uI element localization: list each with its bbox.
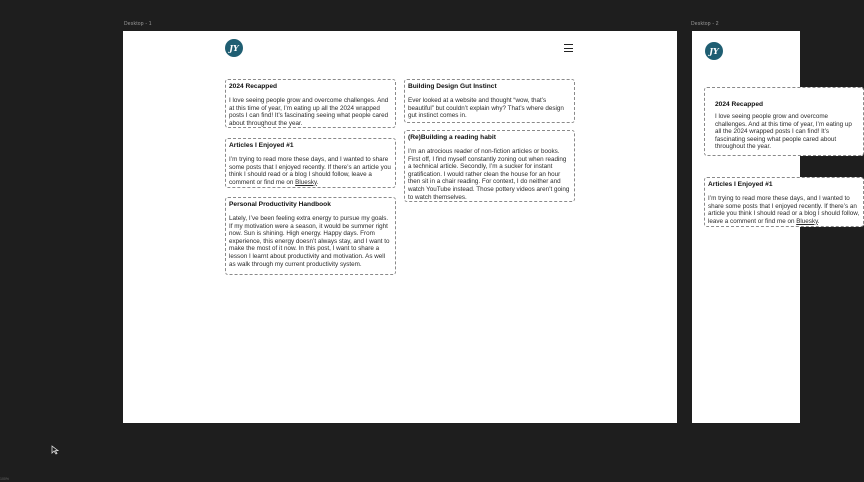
logo[interactable]: JY <box>705 42 723 60</box>
frame-desktop-2[interactable] <box>692 31 860 423</box>
frame-label-desktop-2[interactable]: Desktop - 2 <box>691 21 719 27</box>
card-body-end: . <box>817 217 820 225</box>
card-body: Ever looked at a website and thought “wow, that’s beautiful” but couldn’t explain why? That’s where design gut instinct comes in. <box>408 97 564 120</box>
card-title: 2024 Recapped <box>229 83 278 90</box>
card-title: Building Design Gut Instinct <box>408 83 497 90</box>
card-body <box>708 195 860 225</box>
card-body: Lately, I’ve been feeling extra energy to pursue my goals. If my motivation were a season, it would be summer right now. Sun is shining. High energy. Happy days. From experience, this energy doesn’t always stay, and I want to make the most of it now. In this post, I want to share a lesson I learnt about productivity and motivation. As well as walk through my current productivity system. <box>229 215 390 268</box>
card-articles-enjoyed[interactable] <box>704 177 864 227</box>
card-body-end: . <box>316 178 319 186</box>
card-body-text: I’m trying to read more these days, and I wanted to share some posts that I enjoyed recently. If there’s an article you think I should read or a blog I should follow, leave a comment or find me on <box>229 156 391 186</box>
card-body <box>229 156 392 186</box>
zoom-indicator[interactable]: 100% <box>0 477 9 481</box>
card-body: I love seeing people grow and overcome challenges. And at this time of year, I’m eating up all the 2024 wrapped posts I can find! It’s fascinating seeing what people cared about throughout the year. <box>715 113 852 151</box>
logo[interactable]: JY <box>225 39 243 57</box>
card-body-text: I’m trying to read more these days, and I wanted to share some posts that I enjoyed recently. If there’s an article you think I should read or a blog I should follow, leave a comment or find me on <box>708 195 860 225</box>
card-body: I love seeing people grow and overcome challenges. And at this time of year, I’m eating up all the 2024 wrapped posts I can find! It’s fascinating seeing what people cared about throughout the year. <box>229 97 389 127</box>
card-title: Articles I Enjoyed #1 <box>708 181 773 188</box>
bluesky-link[interactable]: Bluesky <box>295 178 317 186</box>
frame-desktop-1[interactable] <box>123 31 677 423</box>
card-title: (Re)Building a reading habit <box>408 134 496 141</box>
cursor-arrow-icon <box>51 445 61 455</box>
card-articles-enjoyed[interactable] <box>225 138 396 188</box>
card-title: Personal Productivity Handbook <box>229 201 331 208</box>
card-title: Articles I Enjoyed #1 <box>229 142 294 149</box>
card-reading-habit[interactable] <box>404 130 575 202</box>
hamburger-menu-icon[interactable] <box>564 44 573 52</box>
frame-label-desktop-1[interactable]: Desktop - 1 <box>124 21 152 27</box>
card-title: 2024 Recapped <box>715 101 764 108</box>
card-2024-recapped[interactable] <box>225 79 396 128</box>
bluesky-link[interactable]: Bluesky <box>796 217 818 225</box>
card-design-gut-instinct[interactable] <box>404 79 575 123</box>
card-productivity-handbook[interactable] <box>225 197 396 275</box>
card-body: I’m an atrocious reader of non-fiction articles or books. First off, I find myself constantly zoning out when reading a technical article. Secondly, I’m a sucker for instant gratification. I would rather clean the house for an hour then sit in a chair reading. For context, I do neither and watch YouTube instead. Those pottery videos aren’t going to watch themselves. <box>408 148 570 201</box>
card-2024-recapped[interactable] <box>704 87 864 156</box>
